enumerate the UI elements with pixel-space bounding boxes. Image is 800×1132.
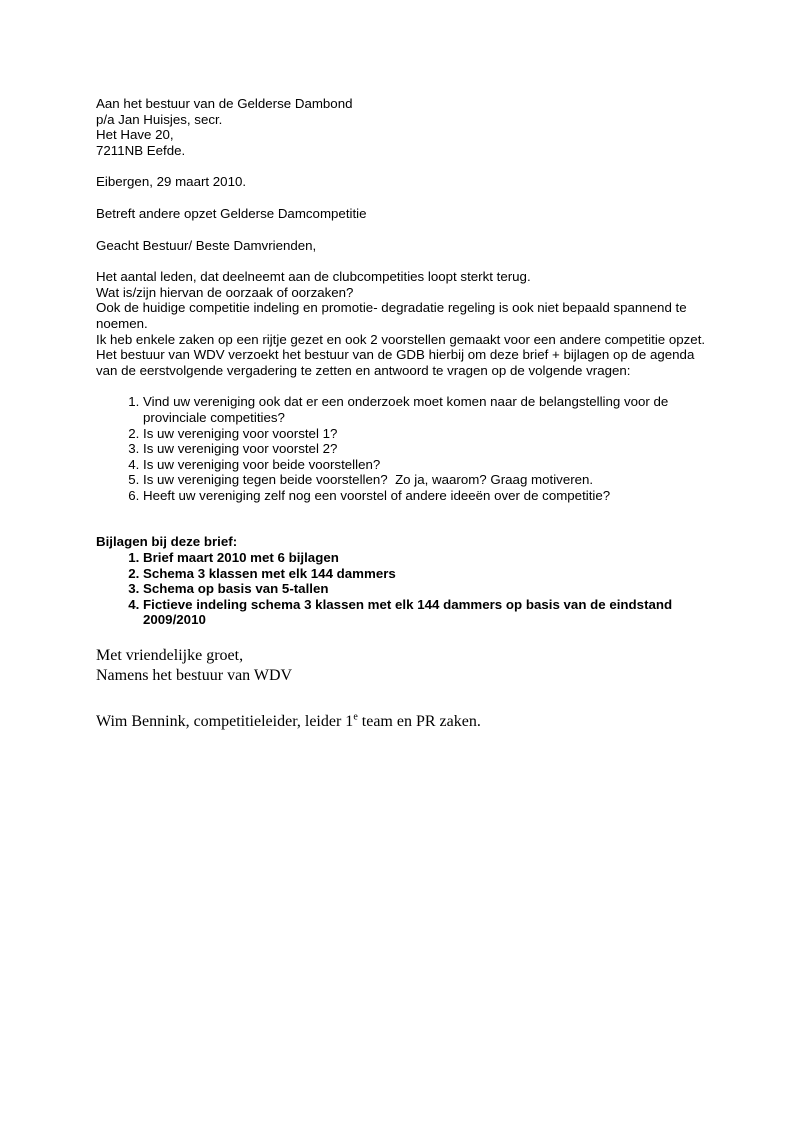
questions-list [96, 394, 708, 503]
attachment-item: 1. Brief maart 2010 met 6 bijlagen [143, 550, 708, 566]
letter-body-sans [96, 96, 708, 628]
question-item: 4. Is uw vereniging voor beide voorstellen? [143, 457, 708, 473]
salutation: Geacht Bestuur/ Beste Damvrienden, [96, 237, 317, 253]
attachment-item: 3. Schema op basis van 5-tallen [143, 581, 708, 597]
dateline: Eibergen, 29 maart 2010. [96, 174, 247, 190]
body-sentence: Ook de huidige competitie indeling en promotie- degradatie regeling is ook niet bepaald spannend te noemen. [96, 300, 687, 331]
recipient-address [96, 96, 708, 158]
body-paragraph [96, 269, 708, 378]
body-sentence: Wat is/zijn hiervan de oorzaak of oorzaken? [96, 284, 354, 300]
closing-line: Met vriendelijke groet, [96, 647, 244, 665]
question-item: 2. Is uw vereniging voor voorstel 1? [143, 426, 708, 442]
question-item: 1. Vind uw vereniging ook dat er een onderzoek moet komen naar de belangstelling voor de provinciale competities? [143, 394, 708, 425]
body-sentence: Ik heb enkele zaken op een rijtje gezet en ook 2 voorstellen gemaakt voor een andere competitie opzet. [96, 331, 706, 347]
attachments-list [96, 550, 708, 628]
signature-text-end: team en PR zaken. [357, 713, 481, 731]
recipient-line: Het Have 20, [96, 127, 174, 143]
body-sentence: Het bestuur van WDV verzoekt het bestuur van de GDB hierbij om deze brief + bijlagen op de agenda van de eerstvolgende vergadering te zetten en antwoord te vragen op de volgende vragen: [96, 347, 695, 378]
recipient-line: 7211NB Eefde. [96, 142, 186, 158]
attachment-item: 4. Fictieve indeling schema 3 klassen met elk 144 dammers op basis van de eindstand 2009/2010 [143, 597, 708, 628]
subject-line: Betreft andere opzet Gelderse Damcompetitie [96, 205, 367, 221]
signature-line [96, 712, 708, 732]
question-item: 3. Is uw vereniging voor voorstel 2? [143, 441, 708, 457]
attachments-heading: Bijlagen bij deze brief: [96, 534, 238, 550]
body-sentence: Het aantal leden, dat deelneemt aan de clubcompetities loopt sterkt terug. [96, 269, 531, 285]
letter-content [96, 96, 708, 732]
signature-superscript: e [353, 711, 358, 723]
letter-closing-serif [96, 646, 708, 732]
signature-text-start: Wim Bennink, competitieleider, leider 1 [96, 713, 354, 731]
closing-line: Namens het bestuur van WDV [96, 666, 293, 684]
closing [96, 646, 708, 685]
recipient-line: Aan het bestuur van de Gelderse Dambond [96, 96, 353, 111]
recipient-line: p/a Jan Huisjes, secr. [96, 111, 223, 127]
attachment-item: 2. Schema 3 klassen met elk 144 dammers [143, 566, 708, 582]
question-item: 6. Heeft uw vereniging zelf nog een voorstel of andere ideeën over de competitie? [143, 488, 708, 504]
question-item: 5. Is uw vereniging tegen beide voorstellen? Zo ja, waarom? Graag motiveren. [143, 472, 708, 488]
attachments-section [96, 534, 708, 628]
